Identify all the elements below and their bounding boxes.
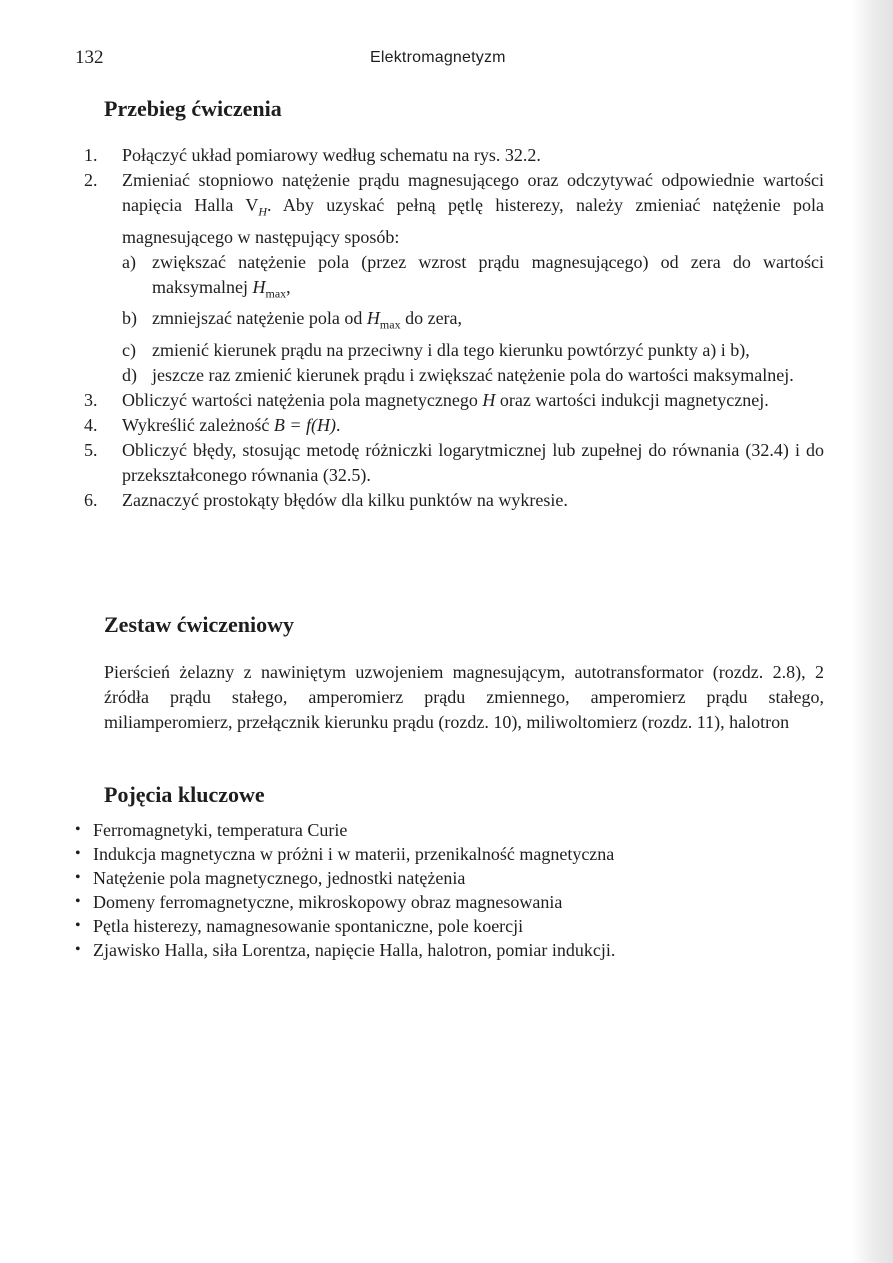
step-number: 1.: [84, 145, 98, 165]
step-number: 6.: [84, 489, 98, 510]
step-text: Zaznaczyć prostokąty błędów dla kilku punktów na wykresie.: [122, 489, 568, 510]
bullet-icon: •: [75, 917, 81, 934]
step-number: 4.: [84, 414, 98, 435]
concept-text: Natężenie pola magnetycznego, jednostki natężenia: [93, 868, 466, 888]
bullet-icon: •: [75, 893, 81, 910]
concept-item: [75, 914, 835, 938]
symbol-subscript: H: [258, 204, 268, 219]
concept-item: [75, 890, 835, 914]
substep-text: zmniejszać natężenie pola od: [152, 308, 367, 329]
math-symbol: H: [252, 276, 266, 297]
concept-text: Indukcja magnetyczna w próżni i w materii, przenikalność magnetyczna: [93, 844, 615, 864]
step-text: Wykreślić zależność: [122, 414, 274, 435]
concept-text: Ferromagnetyki, temperatura Curie: [93, 820, 348, 840]
concept-text: Domeny ferromagnetyczne, mikroskopowy obraz magnesowania: [93, 892, 563, 912]
substep: [122, 250, 824, 307]
procedure-step: [84, 143, 824, 168]
step-number: 3.: [84, 389, 98, 410]
concept-text: Zjawisko Halla, siła Lorentza, napięcie Halla, halotron, pomiar indukcji.: [93, 940, 616, 960]
key-concepts-list: [75, 818, 835, 962]
symbol-subscript: max: [265, 286, 287, 301]
bullet-icon: •: [75, 821, 81, 838]
step-text: Obliczyć wartości natężenia pola magnetycznego: [122, 389, 483, 410]
bullet-icon: •: [75, 845, 81, 862]
page-number: 132: [75, 47, 104, 68]
step-text-after: . Aby uzyskać pełną pętlę histerezy, należy zmieniać natężenie pola magnesującego w następujący sposób:: [122, 195, 824, 247]
substep-text: zwiększać natężenie pola (przez wzrost prądu magnesującego) od zera do wartości maksymalnej: [152, 251, 824, 297]
substep-text-after: do zera,: [400, 308, 463, 329]
math-symbol: H: [366, 308, 380, 329]
step-text: Zmieniać stopniowo natężenie prądu magnesującego oraz odczytywać odpowiednie wartości napięcia Halla V: [122, 170, 824, 215]
substep-text: zmienić kierunek prądu na przeciwny i dla tego kierunku powtórzyć punkty a) i b),: [152, 339, 750, 360]
substep: [122, 363, 824, 388]
section-title-equipment: Zestaw ćwiczeniowy: [104, 612, 295, 637]
concept-text: Pętla histerezy, namagnesowanie spontaniczne, pole koercji: [93, 916, 524, 936]
concept-item: [75, 938, 835, 962]
step-number: 2.: [84, 170, 98, 190]
equipment-paragraph: Pierścień żelazny z nawiniętym uzwojeniem magnesującym, autotransformator (rozdz. 2.8), 2 źródła prądu stałego, amperomierz prądu zmiennego, amperomierz prądu stałego, miliamperomierz, przełącznik kierunku prądu (rozdz. 10), miliwoltomierz (rozdz. 11), halotron: [104, 662, 824, 732]
step-text-after: .: [335, 414, 341, 435]
step-number: 5.: [84, 439, 98, 460]
substep-text: jeszcze raz zmienić kierunek prądu i zwiększać natężenie pola do wartości maksymalnej.: [152, 364, 794, 385]
step-text-after: oraz wartości indukcji magnetycznej.: [495, 389, 769, 410]
math-formula: B = f(H): [273, 414, 336, 435]
concept-item: [75, 866, 835, 890]
math-symbol: H: [482, 389, 496, 410]
procedure-step: [84, 413, 824, 438]
substeps: [122, 250, 824, 388]
substep: [122, 338, 824, 363]
substep: [122, 306, 824, 338]
bullet-icon: •: [75, 941, 81, 958]
procedure-steps: [84, 143, 824, 513]
page-header: [75, 47, 835, 77]
procedure-step: [84, 488, 824, 513]
substep-letter: a): [122, 251, 136, 272]
symbol-subscript: max: [379, 317, 401, 332]
procedure-step: [84, 388, 824, 413]
substep-text-after: ,: [286, 276, 291, 297]
concept-item: [75, 842, 835, 866]
scan-edge-shadow: [851, 0, 893, 1263]
substep-letter: d): [122, 364, 137, 385]
section-title-concepts: Pojęcia kluczowe: [104, 782, 265, 807]
step-text: Połączyć układ pomiarowy według schematu na rys. 32.2.: [122, 145, 541, 165]
running-head: Elektromagnetyzm: [370, 49, 506, 66]
step-text: Obliczyć błędy, stosując metodę różniczki logarytmicznej lub zupełnej do równania (32.4) i do przekształconego równania (32.5).: [122, 439, 824, 485]
concept-item: [75, 818, 835, 842]
procedure-step: [84, 438, 824, 488]
bullet-icon: •: [75, 869, 81, 886]
section-title-procedure: Przebieg ćwiczenia: [104, 96, 282, 121]
substep-letter: c): [122, 339, 136, 360]
procedure-step: [84, 168, 824, 388]
substep-letter: b): [122, 308, 137, 329]
